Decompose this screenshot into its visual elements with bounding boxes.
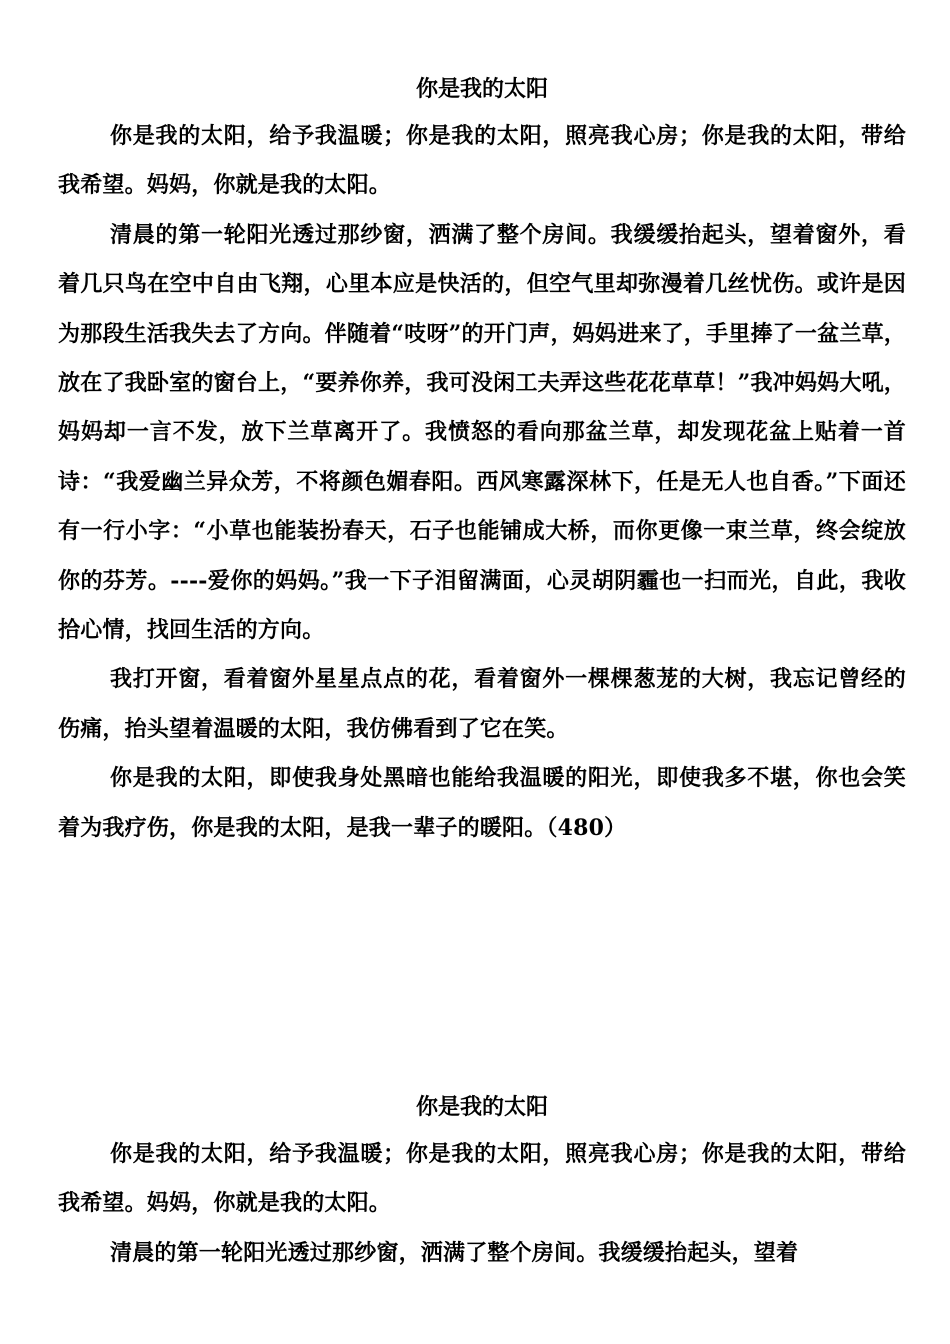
essay-title: 你是我的太阳 bbox=[415, 1094, 548, 1120]
paragraph: 你是我的太阳，给予我温暖；你是我的太阳，照亮我心房；你是我的太阳，带给我希望。妈妈，你就是我的太阳。 bbox=[58, 1141, 906, 1217]
essay bbox=[58, 70, 906, 853]
paragraph: 你是我的太阳，即使我身处黑暗也能给我温暖的阳光，即使我多不堪，你也会笑着为我疗伤，你是我的太阳，是我一辈子的暖阳。（480） bbox=[58, 765, 906, 841]
paragraph: 清晨的第一轮阳光透过那纱窗，洒满了整个房间。我缓缓抬起头，望着窗外，看着几只鸟在空中自由飞翔，心里本应是快活的，但空气里却弥漫着几丝忧伤。或许是因为那段生活我失去了方向。伴随着“吱呀”的开门声，妈妈进来了，手里捧了一盆兰草，放在了我卧室的窗台上，“要养你养，我可没闲工夫弄这些花花草草！”我冲妈妈大吼，妈妈却一言不发，放下兰草离开了。我愤怒的看向那盆兰草，却发现花盆上贴着一首诗：“我爱幽兰异众芳，不将颜色媚春阳。西风寒露深林下，任是无人也自香。”下面还有一行小字：“小草也能装扮春天，石子也能铺成大桥，而你更像一束兰草，终会绽放你的芬芳。----爱你的妈妈。”我一下子泪留满面，心灵胡阴霾也一扫而光，自此，我收拾心情，找回生活的方向。 bbox=[58, 221, 906, 644]
essay bbox=[58, 1088, 906, 1278]
paragraph: 我打开窗，看着窗外星星点点的花，看着窗外一棵棵葱茏的大树，我忘记曾经的伤痛，抬头望着温暖的太阳，我仿佛看到了它在笑。 bbox=[58, 666, 906, 742]
essay-title: 你是我的太阳 bbox=[415, 76, 548, 102]
paragraph: 清晨的第一轮阳光透过那纱窗，洒满了整个房间。我缓缓抬起头，望着 bbox=[110, 1239, 799, 1266]
paragraph: 你是我的太阳，给予我温暖；你是我的太阳，照亮我心房；你是我的太阳，带给我希望。妈妈，你就是我的太阳。 bbox=[58, 123, 906, 199]
